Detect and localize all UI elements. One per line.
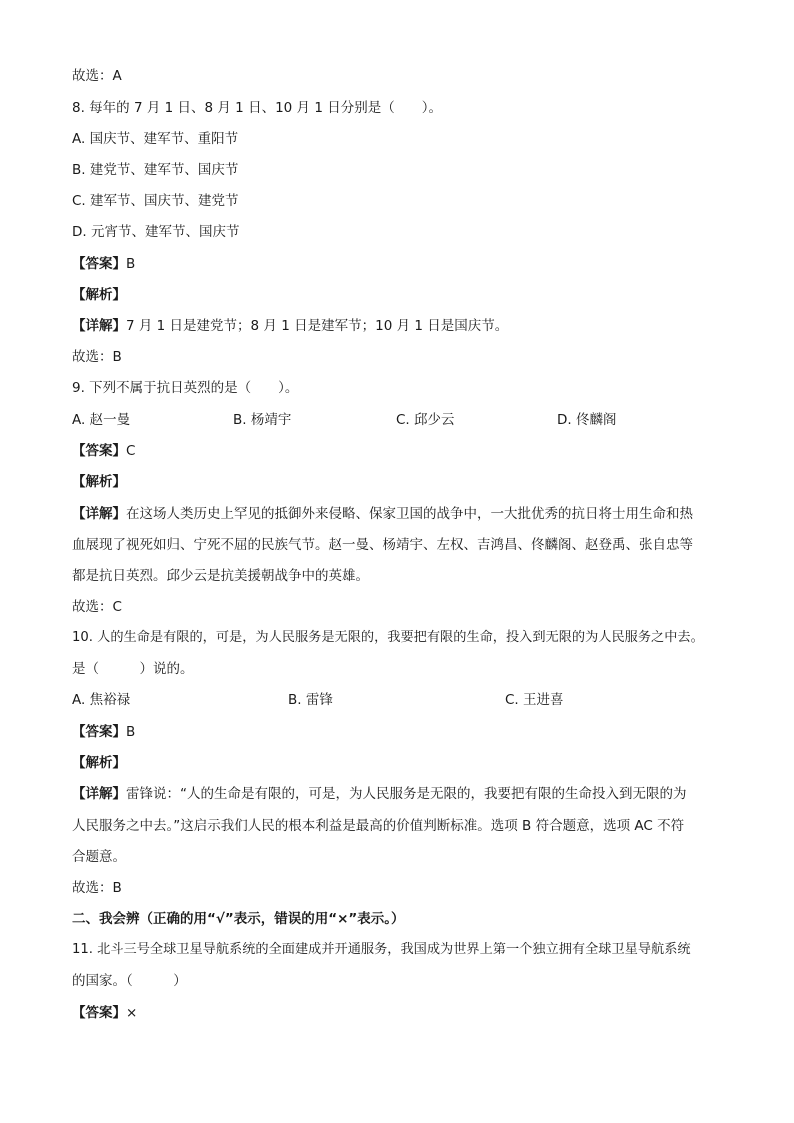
detail-text: 7 月 1 日是建党节；8 月 1 日是建军节；10 月 1 日是国庆节。	[126, 318, 509, 334]
detail-line	[72, 316, 508, 336]
question-10: 10. 人的生命是有限的，可是，为人民服务是无限的，我要把有限的生命，投入到无限的为人民服务之中去。	[72, 630, 704, 645]
option-b: B. 杨靖宇	[233, 412, 292, 428]
detail-line	[72, 504, 693, 524]
answer-line: 故选：B	[72, 880, 122, 896]
option-c: C. 建军节、国庆节、建党节	[72, 193, 239, 209]
option-d: D. 佟麟阁	[557, 412, 617, 428]
detail-label: 【详解】	[72, 318, 126, 334]
detail-text: 在这场人类历史上罕见的抵御外来侵略、保家卫国的战争中，一大批优秀的抗日将士用生命和热	[126, 506, 693, 522]
question-8: 8. 每年的 7 月 1 日、8 月 1 日、10 月 1 日分别是（ ）。	[72, 100, 442, 116]
analysis-label: 【解析】	[72, 287, 126, 303]
detail-line	[72, 784, 687, 804]
answer-label: 【答案】	[72, 443, 126, 459]
question-9: 9. 下列不属于抗日英烈的是（ ）。	[72, 380, 299, 396]
answer-value: B	[126, 256, 136, 272]
answer-label: 【答案】	[72, 1005, 126, 1021]
option-a: A. 赵一曼	[72, 412, 131, 428]
detail-label: 【详解】	[72, 786, 126, 802]
answer-value: C	[126, 443, 136, 459]
answer-line: 故选：B	[72, 349, 122, 365]
detail-text: 雷锋说：“人的生命是有限的，可是，为人民服务是无限的，我要把有限的生命投入到无限的为	[126, 786, 687, 802]
answer-value: B	[126, 724, 136, 740]
answer-line	[72, 1003, 137, 1023]
answer-value: ×	[126, 1005, 138, 1021]
answer-label: 【答案】	[72, 724, 126, 740]
question-11-cont: 的国家。（ ）	[72, 973, 187, 989]
question-10-cont: 是（ ）说的。	[72, 661, 194, 677]
option-d: D. 元宵节、建军节、国庆节	[72, 224, 240, 240]
detail-text: 合题意。	[72, 849, 126, 865]
option-b: B. 建党节、建军节、国庆节	[72, 162, 239, 178]
option-c: C. 王进喜	[505, 692, 564, 708]
analysis-label: 【解析】	[72, 474, 126, 490]
detail-text: 人民服务之中去。”这启示我们人民的根本利益是最高的价值判断标准。选项 B 符合题意，选项 AC 不符	[72, 818, 685, 834]
answer-line	[72, 254, 135, 274]
section-heading: 二、我会辨（正确的用“√”表示，错误的用“×”表示。）	[72, 911, 405, 927]
detail-label: 【详解】	[72, 506, 126, 522]
analysis-label: 【解析】	[72, 755, 126, 771]
answer-line	[72, 441, 135, 461]
question-11: 11. 北斗三号全球卫星导航系统的全面建成并开通服务，我国成为世界上第一个独立拥有全球卫星导航系统	[72, 942, 691, 957]
option-a: A. 国庆节、建军节、重阳节	[72, 131, 239, 147]
answer-line: 故选：A	[72, 68, 122, 84]
answer-label: 【答案】	[72, 256, 126, 272]
option-c: C. 邱少云	[396, 412, 455, 428]
answer-line	[72, 722, 135, 742]
detail-text: 都是抗日英烈。邱少云是抗美援朝战争中的英雄。	[72, 568, 369, 584]
option-a: A. 焦裕禄	[72, 692, 131, 708]
option-b: B. 雷锋	[288, 692, 333, 708]
detail-text: 血展现了视死如归、宁死不屈的民族气节。赵一曼、杨靖宇、左权、吉鸿昌、佟麟阁、赵登禹、张自忠等	[72, 537, 693, 553]
answer-line: 故选：C	[72, 599, 122, 615]
